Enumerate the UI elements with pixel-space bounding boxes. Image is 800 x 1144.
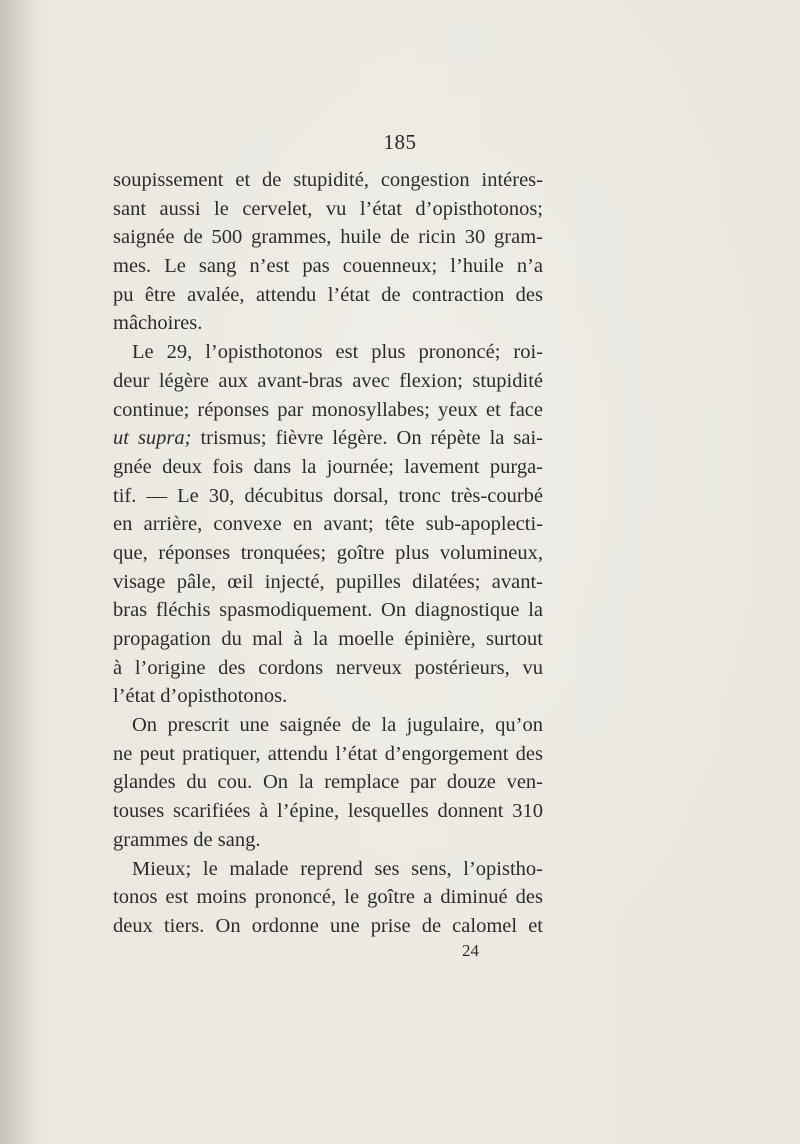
text-line: tonos est moins prononcé, le goître a diminué des	[113, 886, 543, 909]
text-line: pu être avalée, attendu l’état de contraction des	[113, 283, 543, 306]
text-line: en arrière, convexe en avant; tête sub-apoplecti-	[113, 513, 543, 536]
paragraph	[113, 855, 543, 941]
text-line: gnée deux fois dans la journée; lavement purga-	[113, 455, 543, 478]
text-line: visage pâle, œil injecté, pupilles dilatées; avant-	[113, 570, 543, 593]
paragraph	[113, 711, 543, 854]
text-line: deur légère aux avant-bras avec flexion; stupidité	[113, 369, 543, 392]
text-line: On prescrit une saignée de la jugulaire, qu’on	[132, 714, 543, 737]
text-line: tif. — Le 30, décubitus dorsal, tronc très-courbé	[113, 484, 543, 507]
text-line: Mieux; le malade reprend ses sens, l’opistho-	[132, 857, 543, 880]
text-line: sant aussi le cervelet, vu l’état d’opisthotonos;	[113, 197, 543, 220]
text-line: bras fléchis spasmodiquement. On diagnostique la	[113, 599, 543, 622]
page-number: 185	[383, 130, 417, 154]
text-line: soupissement et de stupidité, congestion intéres-	[113, 169, 543, 191]
text-line: deux tiers. On ordonne une prise de calomel et	[113, 914, 543, 937]
italic-phrase: ut supra;	[113, 427, 192, 450]
text-line: glandes du cou. On la remplace par douze ven-	[113, 771, 543, 794]
text-line: continue; réponses par monosyllabes; yeux et face	[113, 398, 543, 421]
text-line: à l’origine des cordons nerveux postérieurs, vu	[113, 656, 543, 679]
text-line: touses scarifiées à l’épine, lesquelles donnent 310	[113, 800, 543, 823]
text-line: propagation du mal à la moelle épinière, surtout	[113, 628, 543, 650]
text-line-italic-start: ut supra; trismus; fièvre légère. On répète la sai-	[113, 427, 544, 450]
text-line: saignée de 500 grammes, huile de ricin 30 gram-	[113, 226, 543, 249]
signature-mark: 24	[462, 941, 479, 960]
text-line: ne peut pratiquer, attendu l’état d’engorgement des	[113, 742, 543, 765]
text-line: que, réponses tronquées; goître plus volumineux,	[113, 541, 543, 564]
text-line: grammes de sang.	[113, 828, 261, 851]
paragraph	[113, 166, 543, 338]
paragraph	[113, 338, 543, 711]
text-line: mes. Le sang n’est pas couenneux; l’huile n’a	[113, 255, 543, 278]
text-line: Le 29, l’opisthotonos est plus prononcé; roi-	[132, 341, 543, 364]
page-gutter-shadow	[0, 0, 40, 1144]
text-line: mâchoires.	[113, 312, 203, 335]
text-line: l’état d’opisthotonos.	[113, 685, 288, 708]
body-text	[113, 166, 543, 941]
